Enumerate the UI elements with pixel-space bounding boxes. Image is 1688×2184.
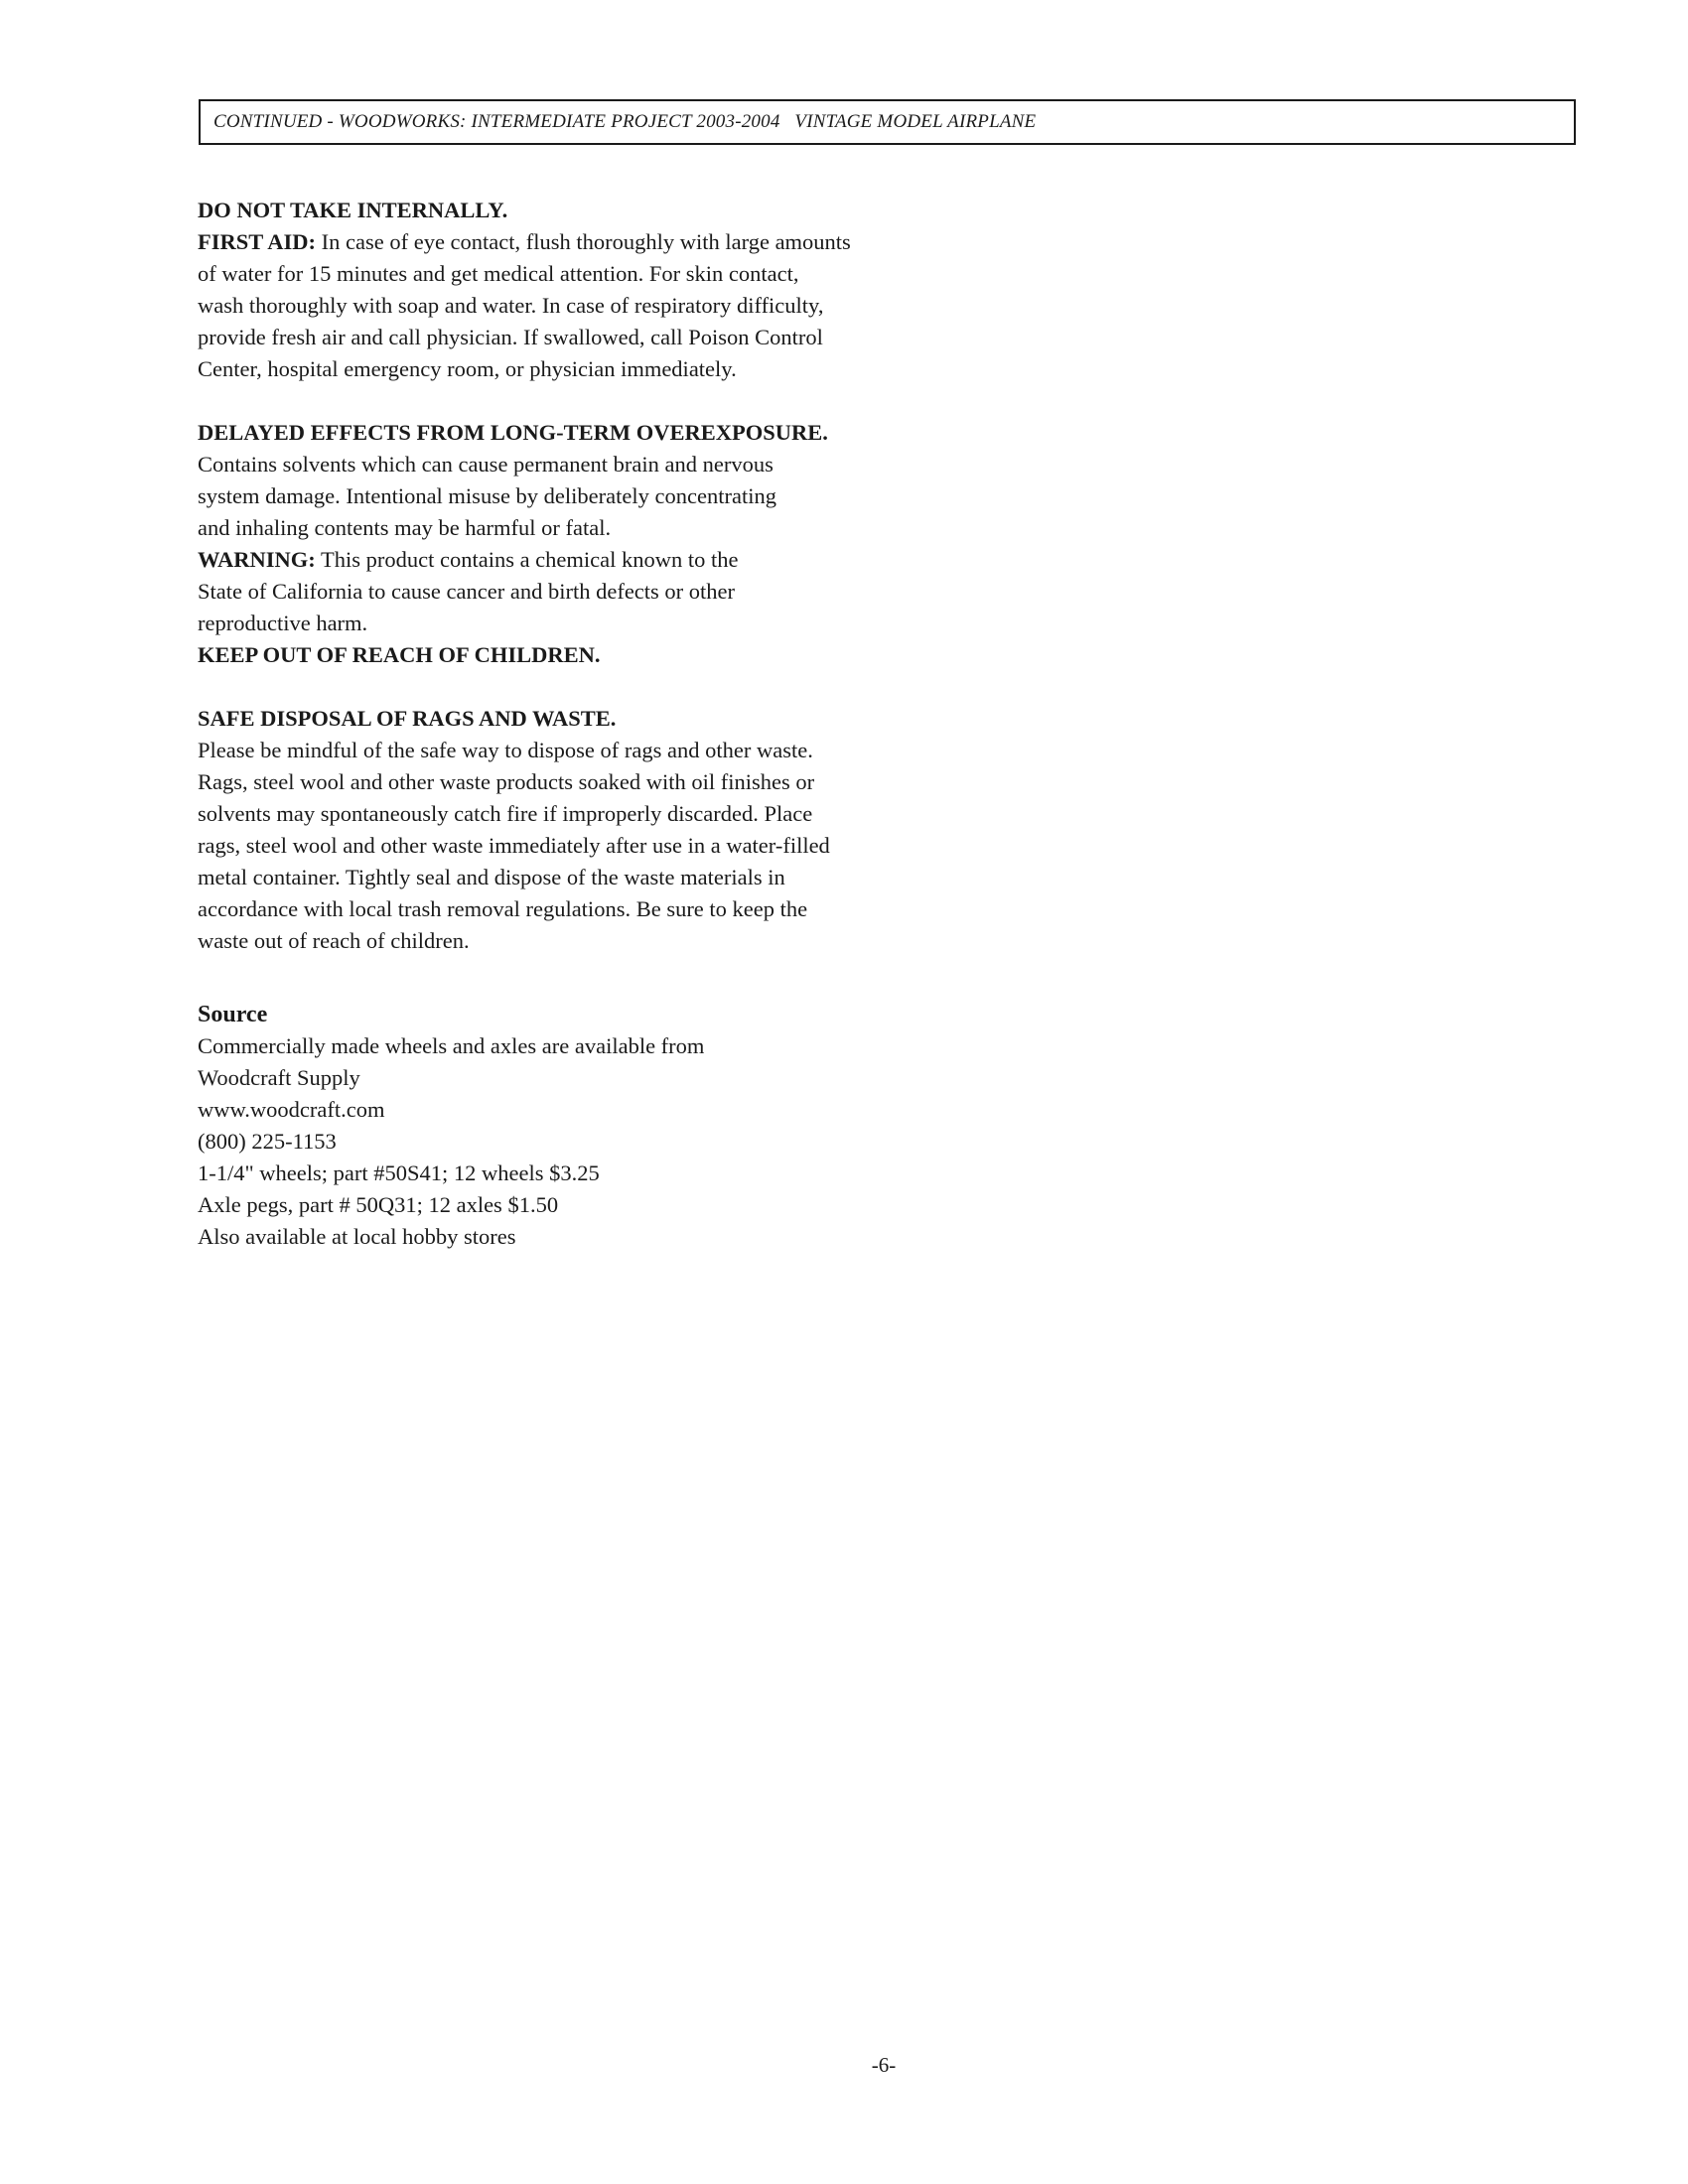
section-heading-delayed-effects: DELAYED EFFECTS FROM LONG-TERM OVEREXPOSURE. — [198, 420, 828, 445]
warning-line: State of California to cause cancer and birth defects or other — [198, 579, 736, 604]
source-line-axles: Axle pegs, part # 50Q31; 12 axles $1.50 — [198, 1192, 559, 1217]
paragraph-spacer — [198, 989, 913, 999]
document-body — [198, 195, 913, 1253]
disposal-line: solvents may spontaneously catch fire if improperly discarded. Place — [198, 801, 813, 826]
source-line-supplier: Woodcraft Supply — [198, 1065, 360, 1090]
warning-line: reproductive harm. — [198, 611, 368, 635]
source-section — [198, 999, 913, 1253]
first-aid-line: wash thoroughly with soap and water. In case of respiratory difficulty, — [198, 293, 824, 318]
section-heading-safe-disposal: SAFE DISPOSAL OF RAGS AND WASTE. — [198, 706, 617, 731]
safe-disposal-section — [198, 703, 913, 957]
warning-text: This product contains a chemical known to the — [315, 547, 739, 572]
disposal-line: rags, steel wool and other waste immediately after use in a water-filled — [198, 833, 830, 858]
running-header-title: CONTINUED - WOODWORKS: INTERMEDIATE PROJECT 2003-2004 VINTAGE MODEL AIRPLANE — [213, 111, 1037, 132]
keep-out-of-reach-heading: KEEP OUT OF REACH OF CHILDREN. — [198, 642, 601, 667]
source-line-hobby: Also available at local hobby stores — [198, 1224, 516, 1249]
paragraph-spacer — [198, 671, 913, 703]
disposal-line: Please be mindful of the safe way to dispose of rags and other waste. — [198, 738, 813, 762]
source-line-wheels: 1-1/4" wheels; part #50S41; 12 wheels $3.25 — [198, 1160, 600, 1185]
disposal-line: metal container. Tightly seal and dispose of the waste materials in — [198, 865, 785, 889]
delayed-effects-line: Contains solvents which can cause permanent brain and nervous — [198, 452, 774, 477]
warning-line — [198, 544, 913, 576]
first-aid-line — [198, 226, 913, 258]
first-aid-label: FIRST AID: — [198, 229, 316, 254]
running-header-box — [199, 99, 1576, 145]
first-aid-section — [198, 195, 913, 385]
first-aid-line: of water for 15 minutes and get medical attention. For skin contact, — [198, 261, 799, 286]
delayed-effects-section — [198, 417, 913, 671]
disposal-line: accordance with local trash removal regulations. Be sure to keep the — [198, 896, 808, 921]
source-line-website: www.woodcraft.com — [198, 1097, 385, 1122]
paragraph-spacer — [198, 957, 913, 989]
disposal-line: Rags, steel wool and other waste products soaked with oil finishes or — [198, 769, 815, 794]
source-line-phone: (800) 225-1153 — [198, 1129, 337, 1154]
first-aid-line: provide fresh air and call physician. If swallowed, call Poison Control — [198, 325, 823, 349]
disposal-line: waste out of reach of children. — [198, 928, 470, 953]
delayed-effects-line: and inhaling contents may be harmful or fatal. — [198, 515, 612, 540]
delayed-effects-line: system damage. Intentional misuse by deliberately concentrating — [198, 483, 776, 508]
first-aid-line: Center, hospital emergency room, or physician immediately. — [198, 356, 737, 381]
warning-label: WARNING: — [198, 547, 316, 572]
paragraph-spacer — [198, 385, 913, 417]
page-number: -6- — [871, 2053, 897, 2077]
section-heading-do-not-take: DO NOT TAKE INTERNALLY. — [198, 198, 508, 222]
source-heading: Source — [198, 1002, 268, 1027]
source-line: Commercially made wheels and axles are available from — [198, 1033, 705, 1058]
first-aid-text: In case of eye contact, flush thoroughly with large amounts — [316, 229, 851, 254]
